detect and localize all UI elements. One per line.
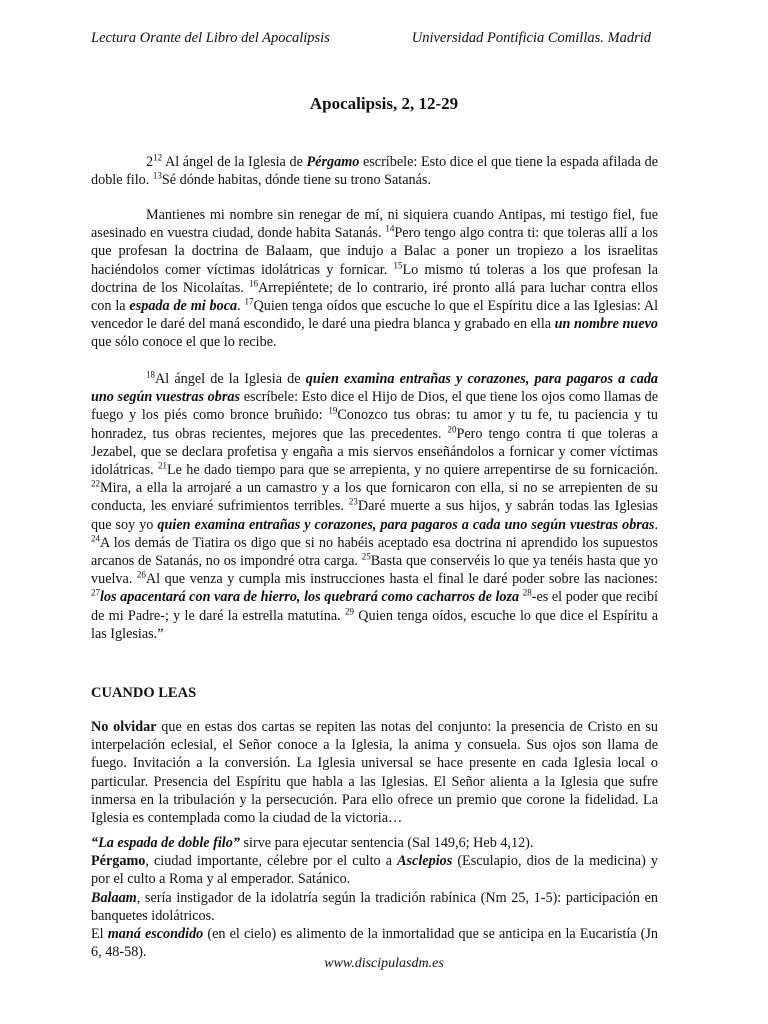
- text-run: Lo mismo tú toleras a los que profesan la doctrina de los Nicolaítas.: [91, 261, 658, 296]
- text-run: Pero tengo contra ti que toleras a Jezabel, que se declara profetisa y engaña a mis siervos enseñándolos a fornicar y comer víctimas idolátricas.: [91, 425, 658, 479]
- emphasis-text: espada de mi boca: [129, 298, 238, 315]
- footer-url: www.discipulasdm.es: [324, 956, 444, 971]
- verse-number: 20: [447, 423, 457, 434]
- text-run: (en el cielo) es alimento de la inmortalidad que se anticipa en la Eucaristía (Jn 6, 48-58).: [91, 926, 658, 961]
- text-run: Mira, a ella la arrojaré a un camastro y a los que fornicaron con ella, si no se arrepienten de su conducta, les enviaré sufrimientos terribles.: [91, 480, 658, 515]
- text-run: Conozco tus obras: tu amor y tu fe, tu paciencia y tu honradez, tus obras recientes, mejores que las precedentes.: [91, 407, 658, 442]
- text-run: .: [237, 298, 245, 315]
- verse-number: 26: [136, 569, 146, 580]
- emphasis-text: los apacentará con vara de hierro, los quebrará como cacharros de loza: [100, 589, 520, 606]
- text-run: A los demás de Tiatira os digo que si no habéis aceptado esa doctrina ni aprendido los supuestos arcanos de Satanás, no os impondré otra carga.: [91, 534, 658, 570]
- text-run: (Esculapio, dios de la medicina) y por el culto a Roma y al emperador. Satánico.: [91, 853, 658, 888]
- paragraph-pergamo-intro: [91, 153, 658, 189]
- text-run: Pero tengo algo contra ti: que toleras allí a los que profesan la doctrina de Balaam, que indujo a Balac a poner un tropiezo a los israelitas haciéndolos comer víctimas idolátricas y fornicar.: [91, 225, 658, 278]
- text-run: Quien tenga oídos que escuche lo que el Espíritu dice a las Iglesias: Al vencedor le daré del maná escondido, le daré una piedra blanca y grabado en ella: [91, 298, 659, 333]
- text-run: Mantienes mi nombre sin renegar de mí, ni siquiera cuando Antipas, mi testigo fiel, fue asesinado en vuestra ciudad, donde habita Satanás.: [91, 207, 658, 242]
- verse-number: 12: [153, 152, 163, 163]
- text-run: Arrepiéntete; de lo contrario, iré pronto allá para luchar contra ellos con la: [91, 279, 659, 315]
- verse-number: 24: [91, 533, 100, 544]
- verse-number: 14: [385, 223, 395, 234]
- emphasis-text: un nombre nuevo: [554, 316, 659, 333]
- emphasis-text: quien examina entrañas y corazones, para pagaros a cada uno según vuestras obras: [91, 371, 659, 406]
- chapter-number: 2: [146, 154, 154, 170]
- verse-number: 23: [348, 496, 358, 507]
- text-run: escríbele: Esto dice el que tiene la espada afilada de doble filo.: [91, 154, 659, 189]
- text-run: Al que venza y cumpla mis instrucciones hasta el final le daré poder sobre las naciones:: [145, 571, 658, 588]
- verse-number: 29: [345, 605, 354, 616]
- page-title: Apocalipsis, 2, 12-29: [309, 94, 459, 113]
- verse-number: 22: [91, 478, 100, 489]
- header-right-text: Universidad Pontificia Comillas. Madrid: [411, 30, 651, 46]
- verse-number: 18: [146, 369, 155, 380]
- emphasis-text: “La espada de doble filo”: [91, 835, 240, 851]
- section-heading: CUANDO LEAS: [91, 685, 197, 701]
- text-run: Basta que conservéis lo que ya tenéis hasta que yo vuelva.: [91, 553, 658, 588]
- verse-number: 15: [393, 259, 403, 270]
- page-header: [91, 30, 651, 47]
- paragraph-pergamo-body: [91, 206, 658, 352]
- emphasis-text: Pérgamo: [306, 154, 360, 170]
- paragraph-tiatira: [91, 370, 658, 643]
- text-run: El: [91, 926, 108, 943]
- verse-number: 19: [328, 405, 338, 416]
- emphasis-text: maná escondido: [107, 926, 204, 943]
- text-run: que sólo conoce el que lo recibe.: [91, 334, 277, 351]
- bold-lead-text: Pérgamo: [91, 853, 146, 870]
- text-run: .: [654, 516, 658, 533]
- text-run: Sé dónde habitas, dónde tiene su trono Satanás.: [161, 172, 431, 189]
- note-item: [91, 852, 658, 888]
- verse-number: 21: [158, 460, 167, 471]
- verse-number: 27: [91, 587, 100, 598]
- text-run: Le he dado tiempo para que se arrepienta, y no quiere arrepentirse de su fornicación.: [167, 462, 658, 479]
- text-run: , ciudad importante, célebre por el culto a: [145, 853, 398, 870]
- text-run: Quien tenga oídos, escuche lo que dice el Espíritu a las Iglesias.”: [91, 607, 658, 642]
- text-run: Daré muerte a sus hijos, y sabrán todas las Iglesias que soy yo: [91, 498, 658, 533]
- text-run: , sería instigador de la idolatría según la tradición rabínica (Nm 25, 1-5): participación en banquetes idolátricos.: [91, 889, 658, 924]
- text-run: escríbele: Esto dice el Hijo de Dios, el que tiene los ojos como llamas de fuego y los piés como bronce bruñido:: [91, 389, 659, 424]
- verse-number: 13: [152, 170, 162, 181]
- text-run: Al ángel de la Iglesia de: [155, 371, 306, 387]
- verse-number: 17: [244, 296, 254, 307]
- verse-number: 25: [361, 551, 371, 562]
- emphasis-text: quien examina entrañas y corazones, para pagaros a cada uno según vuestras obras: [157, 516, 655, 533]
- verse-number: 16: [249, 278, 259, 289]
- paragraph-commentary: [91, 718, 658, 827]
- text-run: sirve para ejecutar sentencia (Sal 149,6; Heb 4,12).: [239, 835, 534, 851]
- text-run: -es el poder que recibí de mi Padre-; y le daré la estrella matutina.: [91, 589, 659, 624]
- text-run: Al ángel de la Iglesia de: [162, 154, 307, 170]
- verse-number: 28: [522, 587, 532, 598]
- notes-list: [91, 834, 658, 961]
- bold-lead-text: No olvidar: [91, 719, 157, 735]
- note-item: [91, 834, 658, 852]
- emphasis-text: Asclepios: [397, 853, 453, 870]
- header-left-text: Lectura Orante del Libro del Apocalipsis: [91, 30, 330, 46]
- text-run: que en estas dos cartas se repiten las notas del conjunto: la presencia de Cristo en su interpelación eclesial, el Señor conoce a la Iglesia, la anima y consuela. Sus ojos son llama de fuego. Invitación a la conversión. La Iglesia universal se hace presente en cada Iglesia local o particular. Presencia del Espíritu que habla a las Iglesias. El Señor alienta a la Iglesia que sufre inmersa en la tribulación y la persecución. Para ello ofrece un premio que corone la fidelidad. La Iglesia es contemplada como la ciudad de la victoria…: [91, 719, 658, 827]
- note-item: [91, 889, 658, 925]
- emphasis-text: Balaam: [91, 889, 137, 906]
